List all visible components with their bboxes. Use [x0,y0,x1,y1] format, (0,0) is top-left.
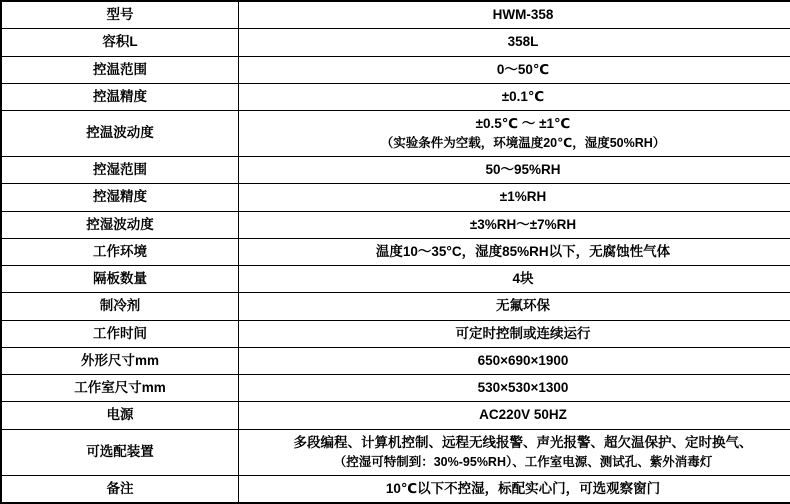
spec-value [239,266,790,293]
spec-value-line: （实验条件为空载，环境温度20℃，湿度50%RH） [243,134,790,153]
spec-label: 控湿范围 [1,157,239,184]
spec-value-line: ±3%RH～±7%RH [243,215,790,235]
table-row [1,184,790,211]
table-body [1,1,790,503]
spec-label: 控温波动度 [1,111,239,157]
spec-label: 备注 [1,475,239,503]
spec-value [239,184,790,211]
spec-value [239,293,790,320]
spec-label: 工作时间 [1,320,239,347]
table-row [1,320,790,347]
spec-label: 控湿精度 [1,184,239,211]
spec-value-line: 可定时控制或连续运行 [243,324,790,344]
table-row [1,475,790,503]
spec-value-line: 温度10～35°C，湿度85%RH以下，无腐蚀性气体 [243,242,790,262]
spec-value [239,111,790,157]
spec-value-line: 4块 [243,269,790,289]
spec-value-line: 650×690×1900 [243,351,790,371]
spec-value [239,238,790,265]
table-row [1,375,790,402]
spec-value [239,320,790,347]
table-row [1,157,790,184]
table-row [1,211,790,238]
spec-value-line: AC220V 50HZ [243,405,790,425]
spec-value-line: ±1%RH [243,187,790,207]
spec-value [239,56,790,83]
spec-label: 容积L [1,29,239,56]
spec-value-line: 0～50℃ [243,60,790,80]
spec-value [239,1,790,29]
spec-label: 电源 [1,402,239,429]
spec-value-line: HWM-358 [243,5,790,25]
spec-value-line: （控湿可特制到：30%-95%RH）、工作室电源、测试孔、紫外消毒灯 [243,453,790,472]
spec-value-line: ±0.5℃ ～ ±1℃ [243,114,790,134]
spec-value [239,157,790,184]
spec-label: 隔板数量 [1,266,239,293]
spec-label: 可选配装置 [1,429,239,475]
table-row [1,29,790,56]
table-row [1,1,790,29]
spec-value [239,375,790,402]
spec-value [239,211,790,238]
spec-value-line: 10℃以下不控湿，标配实心门，可选观察窗门 [243,479,790,499]
spec-label: 工作室尺寸mm [1,375,239,402]
spec-label: 制冷剂 [1,293,239,320]
table-row [1,402,790,429]
spec-value [239,429,790,475]
spec-value-line: 530×530×1300 [243,378,790,398]
table-row [1,56,790,83]
spec-value [239,402,790,429]
spec-value-line: 多段编程、计算机控制、远程无线报警、声光报警、超欠温保护、定时换气、 [243,433,790,453]
table-row [1,266,790,293]
spec-value-line: ±0.1℃ [243,87,790,107]
spec-label: 控温范围 [1,56,239,83]
table-row [1,429,790,475]
table-row [1,238,790,265]
spec-value [239,29,790,56]
spec-value [239,83,790,110]
spec-value [239,475,790,503]
table-row [1,111,790,157]
spec-label: 外形尺寸mm [1,347,239,374]
spec-value-line: 无氟环保 [243,296,790,316]
spec-label: 控温精度 [1,83,239,110]
spec-label: 工作环境 [1,238,239,265]
spec-label: 控湿波动度 [1,211,239,238]
table-row [1,347,790,374]
spec-value-line: 50～95%RH [243,160,790,180]
spec-value-line: 358L [243,32,790,52]
table-row [1,293,790,320]
spec-value [239,347,790,374]
spec-label: 型号 [1,1,239,29]
table-row [1,83,790,110]
